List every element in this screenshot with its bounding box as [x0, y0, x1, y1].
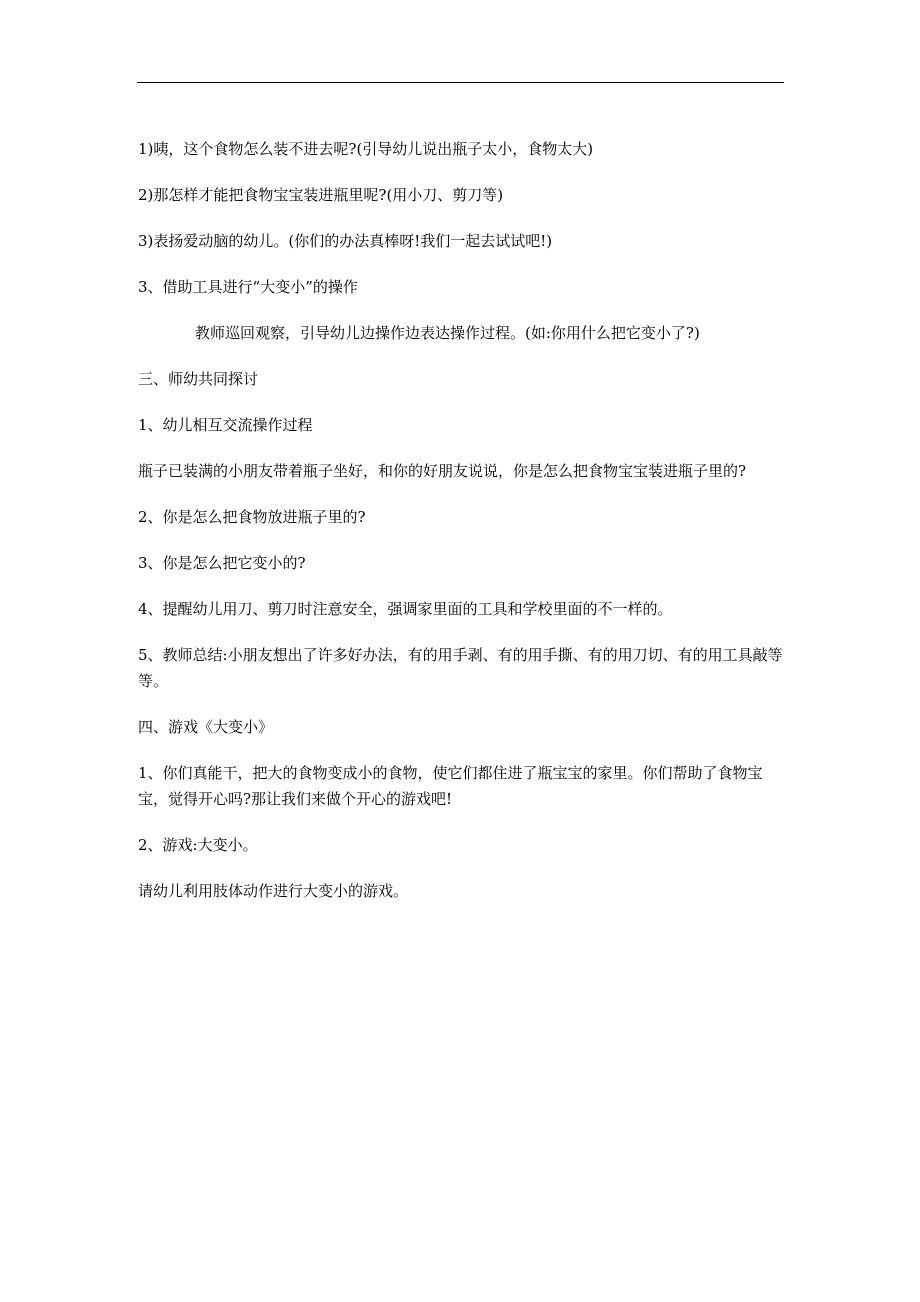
paragraph-exchange: 1、幼儿相互交流操作过程	[138, 416, 313, 434]
header-rule	[137, 82, 784, 83]
paragraph-bottle-full: 瓶子已装满的小朋友带着瓶子坐好，和你的好朋友说说，你是怎么把食物宝宝装进瓶子里的?	[138, 462, 747, 480]
paragraph-step-3: 3)表扬爱动脑的幼儿。(你们的办法真棒呀!我们一起去试试吧!)	[138, 232, 553, 250]
paragraph-safety: 4、提醒幼儿用刀、剪刀时注意安全，强调家里面的工具和学校里面的不一样的。	[138, 600, 673, 618]
paragraph-question-3: 3、你是怎么把它变小的?	[138, 554, 306, 572]
paragraph-teacher-observe: 教师巡回观察，引导幼儿边操作边表达操作过程。(如:你用什么把它变小了?)	[195, 324, 700, 342]
paragraph-section-3: 3、借助工具进行“大变小”的操作	[138, 278, 358, 296]
paragraph-summary: 5、教师总结:小朋友想出了许多好办法，有的用手剥、有的用手撕、有的用刀切、有的用工具敲等等。	[138, 646, 783, 690]
document-body	[138, 136, 786, 904]
paragraph-game-instruction: 请幼儿利用肢体动作进行大变小的游戏。	[138, 882, 409, 900]
paragraph-game-name: 2、游戏:大变小。	[138, 836, 258, 854]
paragraph-step-1: 1)咦，这个食物怎么装不进去呢?(引导幼儿说出瓶子太小，食物太大)	[138, 140, 594, 158]
paragraph-game-intro: 1、你们真能干，把大的食物变成小的食物，使它们都住进了瓶宝宝的家里。你们帮助了食物宝宝，觉得开心吗?那让我们来做个开心的游戏吧!	[138, 764, 763, 808]
paragraph-question-2: 2、你是怎么把食物放进瓶子里的?	[138, 508, 366, 526]
heading-part-3: 三、师幼共同探讨	[138, 370, 259, 388]
paragraph-step-2: 2)那怎样才能把食物宝宝装进瓶里呢?(用小刀、剪刀等)	[138, 186, 504, 204]
heading-part-4: 四、游戏《大变小》	[138, 718, 274, 736]
